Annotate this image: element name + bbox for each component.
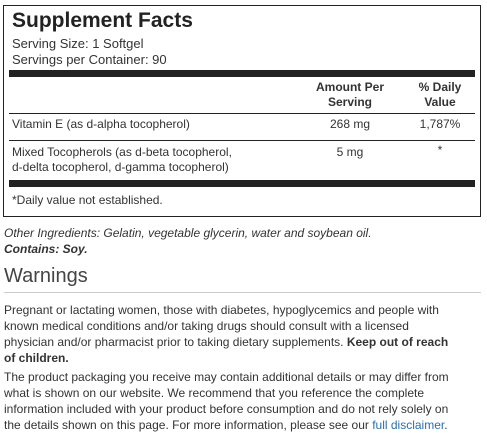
- row-vitamin-e-amount: 268 mg: [329, 117, 371, 131]
- row-mixed-tocopherols-amount: 5 mg: [336, 145, 364, 159]
- row-mixed-tocopherols-name: [12, 145, 292, 175]
- warning-line-3: [4, 334, 484, 350]
- row-vitamin-e-dv: 1,787%: [419, 117, 461, 131]
- disclaimer-paragraph: [4, 369, 484, 433]
- warnings-heading: Warnings: [4, 265, 88, 287]
- warning-line-2: known medical conditions and/or taking drugs should consult with a licensed: [4, 319, 409, 333]
- other-ingredients: Other Ingredients: Gelatin, vegetable glycerin, water and soybean oil.: [4, 226, 372, 240]
- bottom-thick-divider: [9, 180, 475, 187]
- keep-out-of-reach: Keep out of reach: [346, 335, 449, 349]
- supplement-facts-panel: [3, 5, 481, 217]
- facts-title: Supplement Facts: [12, 9, 193, 32]
- full-disclaimer-link[interactable]: full disclaimer: [372, 418, 445, 432]
- serving-size: Serving Size: 1 Softgel: [12, 36, 144, 51]
- dv-header-line-1: % Daily: [418, 80, 462, 94]
- warning-paragraph: [4, 302, 484, 366]
- servings-per-container: Servings per Container: 90: [12, 52, 167, 67]
- warning-line-3-text: physician and/or pharmacist prior to taking dietary supplements.: [4, 335, 347, 349]
- amount-header-line-2: Serving: [327, 95, 372, 109]
- contains-allergen: Contains: Soy.: [4, 242, 88, 256]
- disclaimer-line-4: [4, 417, 484, 433]
- daily-value-header: [404, 80, 476, 110]
- warning-line-1: Pregnant or lactating women, those with diabetes, hypoglycemics and people with: [4, 303, 439, 317]
- disclaimer-period: .: [444, 418, 448, 432]
- disclaimer-line-1: The product packaging you receive may contain additional details or may differ from: [4, 370, 449, 384]
- row-mixed-tocopherols-name-line-2: d-delta tocopherol, d-gamma tocopherol): [12, 160, 229, 174]
- daily-value-footnote: *Daily value not established.: [12, 193, 163, 207]
- row-mixed-tocopherols-dv: *: [437, 143, 443, 157]
- warning-line-4: [4, 350, 484, 366]
- thick-divider: [9, 70, 475, 77]
- amount-header-line-1: Amount Per: [315, 80, 384, 94]
- dv-header-line-2: Value: [424, 95, 456, 109]
- disclaimer-line-2: what is shown on our website. We recommend that you reference the complete: [4, 386, 424, 400]
- disclaimer-line-3: information included with your product before consumption and do not rely solely on: [4, 402, 449, 416]
- row-vitamin-e-name: Vitamin E (as d-alpha tocopherol): [12, 117, 190, 131]
- amount-per-serving-header: [298, 80, 402, 110]
- warnings-divider: [4, 292, 481, 293]
- header-divider: [9, 113, 475, 114]
- of-children: of children.: [4, 351, 69, 365]
- row-divider: [9, 140, 475, 141]
- row-mixed-tocopherols-name-line-1: Mixed Tocopherols (as d-beta tocopherol,: [12, 145, 232, 159]
- disclaimer-line-4-text: the details shown on this page. For more information, please see our: [4, 418, 373, 432]
